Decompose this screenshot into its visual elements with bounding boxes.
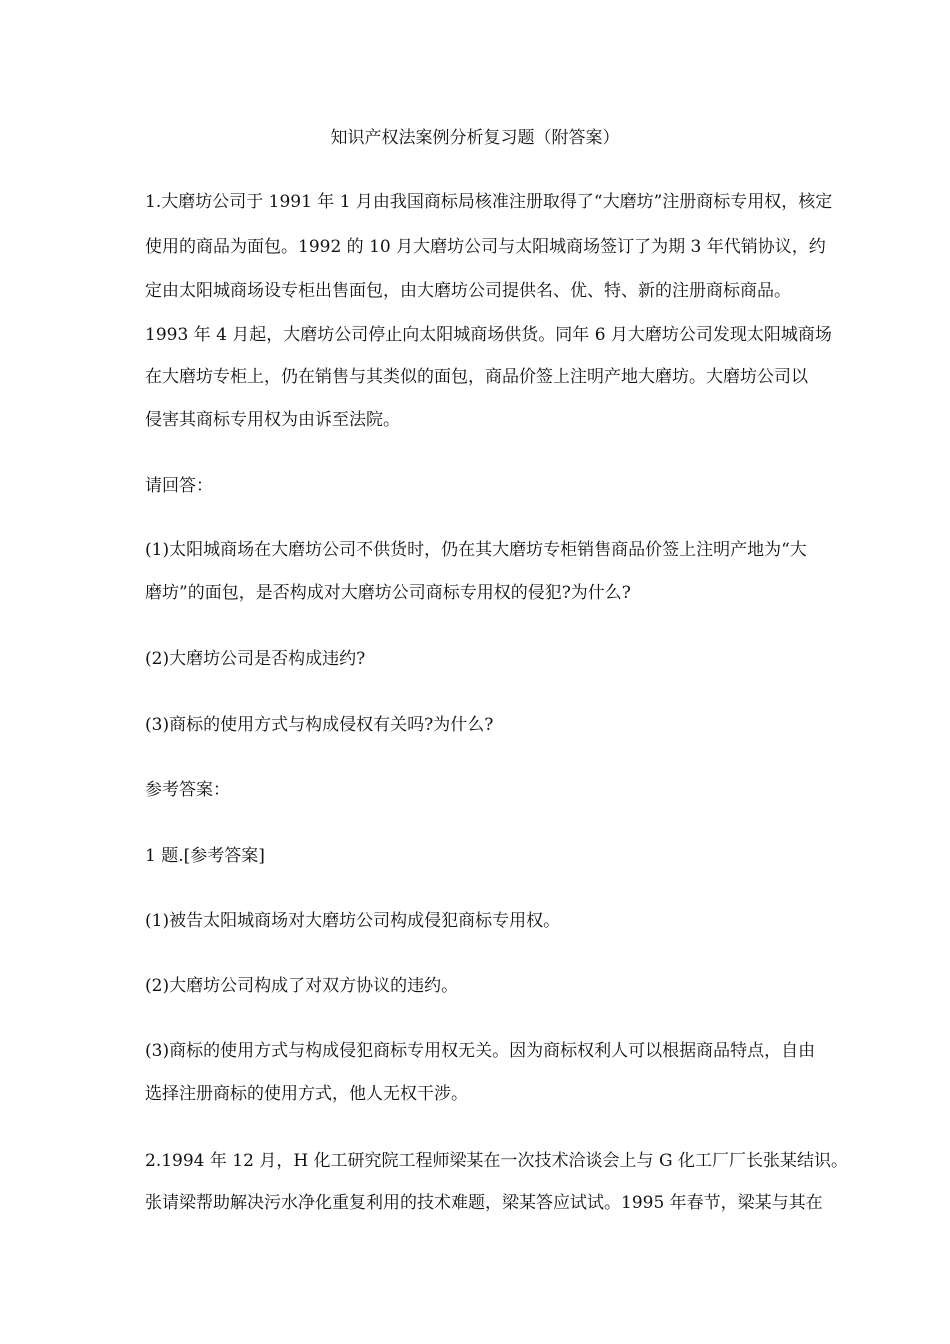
text-line: 1993 年 4 月起，大磨坊公司停止向太阳城商场供货。同年 6 月大磨坊公司发现太阳城商场 [145, 325, 832, 345]
text-line: 请回答： [145, 476, 213, 496]
text-line: 张请梁帮助解决污水净化重复利用的技术难题，梁某答应试试。1995 年春节，梁某与其在 [145, 1193, 823, 1213]
text-line: (2)大磨坊公司是否构成违约? [145, 649, 366, 669]
text-line: 侵害其商标专用权为由诉至法院。 [145, 410, 400, 430]
text-line: 在大磨坊专柜上，仍在销售与其类似的面包，商品价签上注明产地大磨坊。大磨坊公司以 [145, 367, 808, 387]
text-line: 1.大磨坊公司于 1991 年 1 月由我国商标局核准注册取得了“大磨坊”注册商标专用权，核定 [145, 192, 833, 212]
text-line: (2)大磨坊公司构成了对双方协议的违约。 [145, 976, 459, 996]
text-line: (1)被告太阳城商场对大磨坊公司构成侵犯商标专用权。 [145, 911, 561, 931]
document-title: 知识产权法案例分析复习题（附答案） [330, 128, 620, 148]
text-line: 参考答案： [145, 780, 230, 800]
text-line: 1 题.[参考答案] [145, 846, 265, 866]
text-line: 使用的商品为面包。1992 的 10 月大磨坊公司与太阳城商场签订了为期 3 年代销协议，约 [145, 237, 826, 257]
text-line: 磨坊”的面包，是否构成对大磨坊公司商标专用权的侵犯?为什么? [145, 583, 631, 603]
text-line: 选择注册商标的使用方式，他人无权干涉。 [145, 1084, 468, 1104]
text-line: 2.1994 年 12 月，H 化工研究院工程师梁某在一次技术洽谈会上与 G 化工厂厂长张某结识。 [145, 1151, 848, 1171]
text-line: (1)太阳城商场在大磨坊公司不供货时，仍在其大磨坊专柜销售商品价签上注明产地为“大 [145, 540, 807, 560]
text-line: (3)商标的使用方式与构成侵权有关吗?为什么? [145, 715, 494, 735]
text-line: 定由太阳城商场设专柜出售面包，由大磨坊公司提供名、优、特、新的注册商标商品。 [145, 281, 791, 301]
text-line: (3)商标的使用方式与构成侵犯商标专用权无关。因为商标权利人可以根据商品特点，自由 [145, 1041, 816, 1061]
